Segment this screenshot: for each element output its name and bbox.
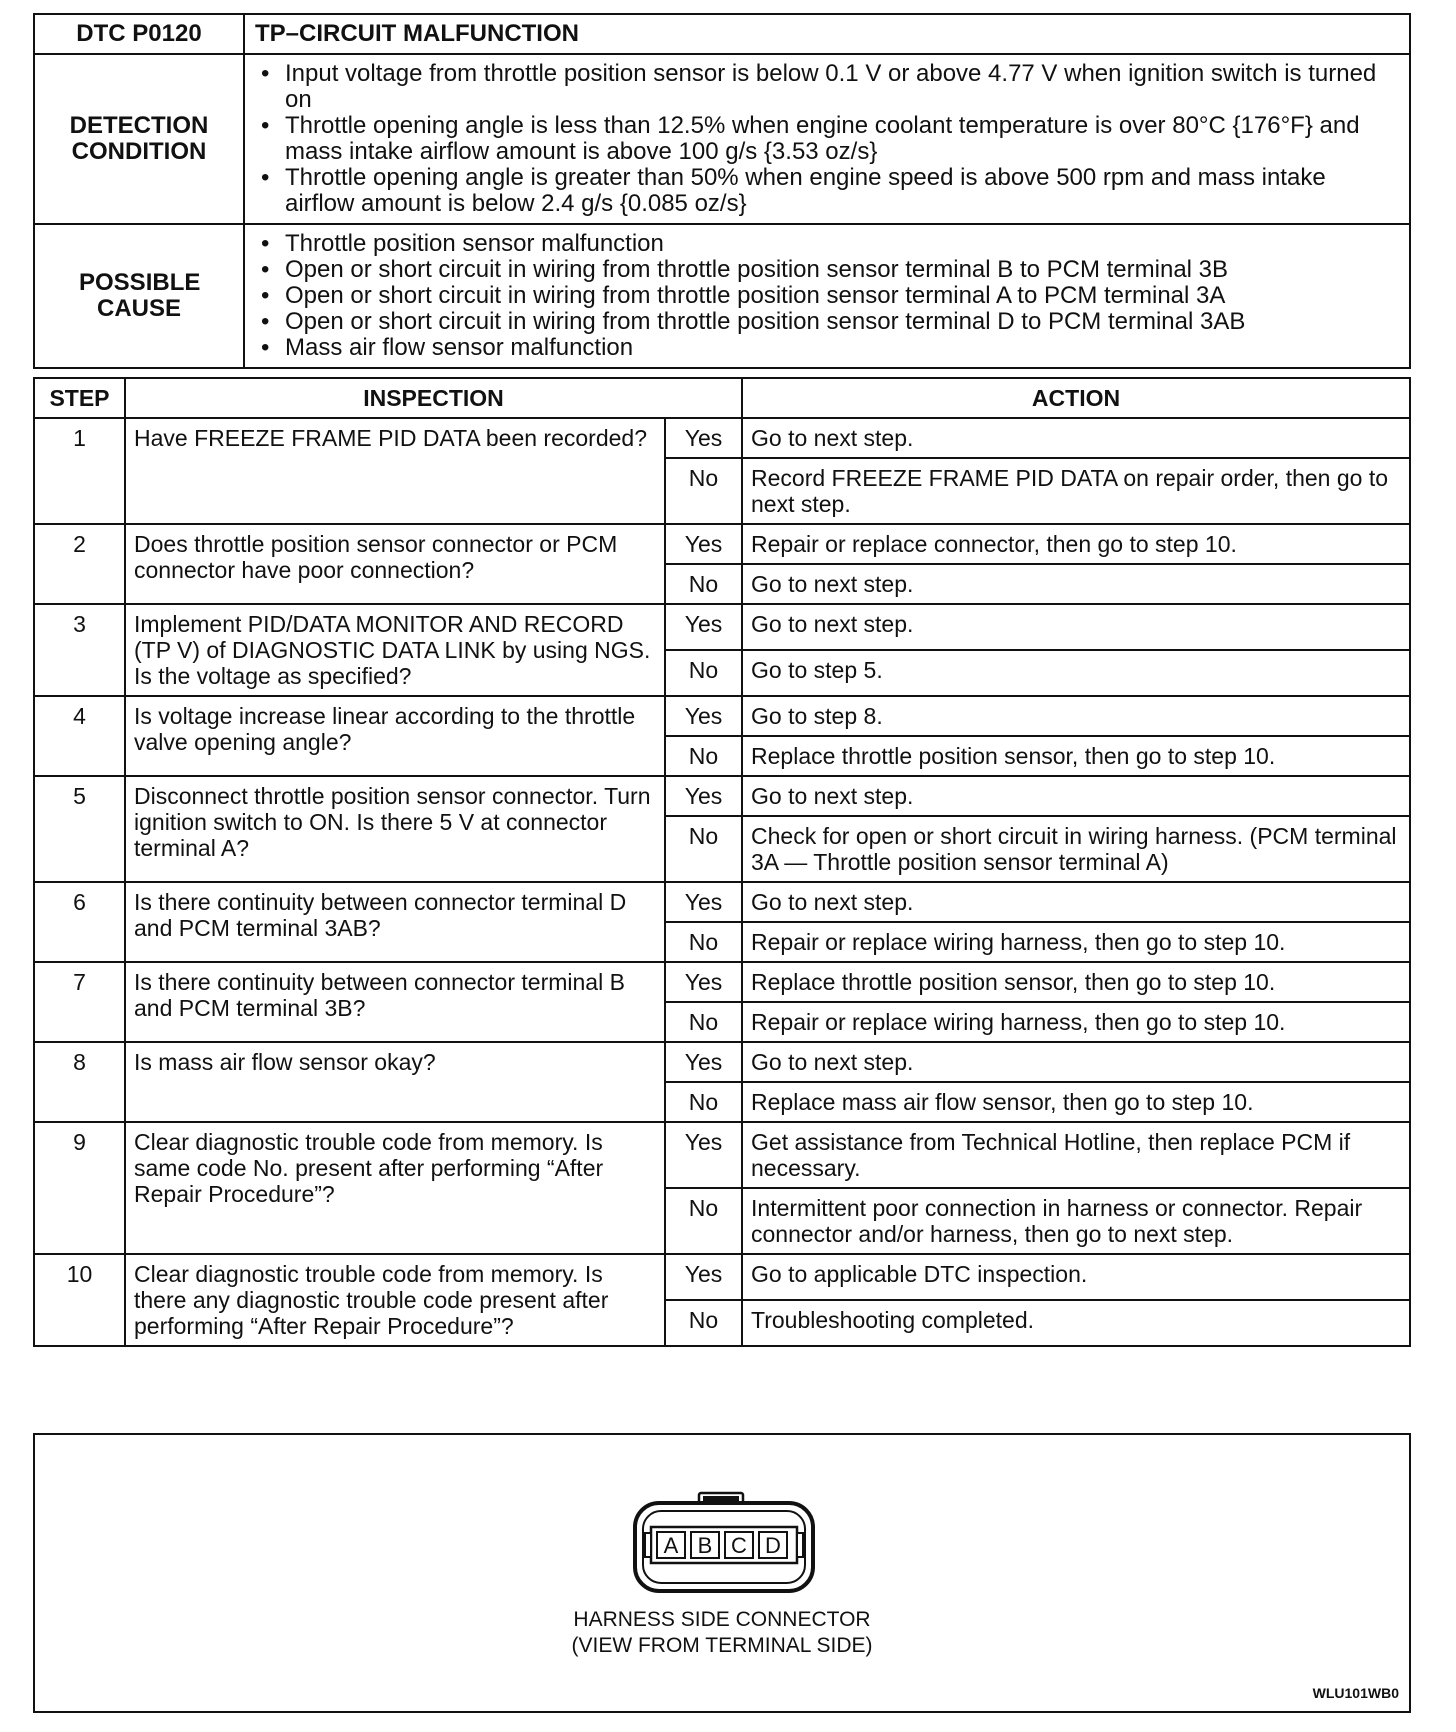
no-label: No — [665, 922, 742, 962]
step-number: 8 — [34, 1042, 125, 1122]
yes-action: Go to step 8. — [742, 696, 1410, 736]
step-row — [34, 776, 1410, 816]
step-header: STEP — [34, 378, 125, 418]
no-action: Repair or replace wiring harness, then go to step 10. — [742, 1002, 1410, 1042]
no-action: Replace throttle position sensor, then go to step 10. — [742, 736, 1410, 776]
step-number: 9 — [34, 1122, 125, 1254]
detection-item: • Input voltage from throttle position sensor is below 0.1 V or above 4.77 V when ignition switch is turned on — [255, 61, 1399, 113]
step-number: 10 — [34, 1254, 125, 1346]
figure-caption — [35, 1607, 1409, 1659]
inspection-header: INSPECTION — [125, 378, 742, 418]
step-row — [34, 882, 1410, 922]
detection-condition-label: DETECTION CONDITION — [34, 54, 244, 224]
possible-cause-list — [244, 224, 1410, 368]
step-number: 1 — [34, 418, 125, 524]
cause-item: • Throttle position sensor malfunction — [255, 231, 1399, 257]
no-action: Check for open or short circuit in wiring harness. (PCM terminal 3A — Throttle position sensor terminal A) — [742, 816, 1410, 882]
no-action: Record FREEZE FRAME PID DATA on repair order, then go to next step. — [742, 458, 1410, 524]
no-action: Repair or replace wiring harness, then go to step 10. — [742, 922, 1410, 962]
step-inspection: Implement PID/DATA MONITOR AND RECORD (TP V) of DIAGNOSTIC DATA LINK by using NGS. Is the voltage as specified? — [125, 604, 665, 696]
no-label: No — [665, 650, 742, 696]
connector-figure — [33, 1433, 1411, 1713]
yes-label: Yes — [665, 604, 742, 650]
step-inspection: Is mass air flow sensor okay? — [125, 1042, 665, 1122]
detection-item: • Throttle opening angle is less than 12.5% when engine coolant temperature is over 80°C {176°F} and mass intake airflow amount is above 100 g/s {3.53 oz/s} — [255, 113, 1399, 165]
terminal-d-label: D — [765, 1533, 781, 1558]
no-action: Go to next step. — [742, 564, 1410, 604]
yes-action: Go to next step. — [742, 776, 1410, 816]
step-number: 5 — [34, 776, 125, 882]
step-row — [34, 1254, 1410, 1300]
detection-condition-list — [244, 54, 1410, 224]
step-inspection: Is there continuity between connector terminal D and PCM terminal 3AB? — [125, 882, 665, 962]
no-label: No — [665, 1082, 742, 1122]
no-label: No — [665, 816, 742, 882]
step-row — [34, 962, 1410, 1002]
no-label: No — [665, 564, 742, 604]
step-number: 4 — [34, 696, 125, 776]
caption-line-2: (VIEW FROM TERMINAL SIDE) — [571, 1634, 873, 1657]
step-row — [34, 604, 1410, 650]
cause-item: • Open or short circuit in wiring from throttle position sensor terminal A to PCM terminal 3A — [255, 283, 1399, 309]
step-inspection: Clear diagnostic trouble code from memory. Is same code No. present after performing “After Repair Procedure”? — [125, 1122, 665, 1254]
step-inspection: Have FREEZE FRAME PID DATA been recorded? — [125, 418, 665, 524]
dtc-code: DTC P0120 — [34, 14, 244, 54]
step-inspection: Clear diagnostic trouble code from memory. Is there any diagnostic trouble code present after performing “After Repair Procedure”? — [125, 1254, 665, 1346]
yes-action: Go to next step. — [742, 604, 1410, 650]
step-inspection: Does throttle position sensor connector or PCM connector have poor connection? — [125, 524, 665, 604]
yes-action: Go to next step. — [742, 882, 1410, 922]
yes-action: Go to next step. — [742, 1042, 1410, 1082]
no-label: No — [665, 736, 742, 776]
step-row — [34, 1042, 1410, 1082]
yes-action: Go to next step. — [742, 418, 1410, 458]
yes-action: Replace throttle position sensor, then go to step 10. — [742, 962, 1410, 1002]
no-action: Intermittent poor connection in harness or connector. Repair connector and/or harness, then go to next step. — [742, 1188, 1410, 1254]
step-inspection: Is there continuity between connector terminal B and PCM terminal 3B? — [125, 962, 665, 1042]
step-number: 3 — [34, 604, 125, 696]
yes-action: Repair or replace connector, then go to step 10. — [742, 524, 1410, 564]
no-label: No — [665, 1002, 742, 1042]
cause-item: • Open or short circuit in wiring from throttle position sensor terminal B to PCM terminal 3B — [255, 257, 1399, 283]
no-label: No — [665, 458, 742, 524]
yes-label: Yes — [665, 418, 742, 458]
no-label: No — [665, 1188, 742, 1254]
no-action: Troubleshooting completed. — [742, 1300, 1410, 1346]
step-number: 7 — [34, 962, 125, 1042]
yes-label: Yes — [665, 524, 742, 564]
step-number: 2 — [34, 524, 125, 604]
yes-label: Yes — [665, 696, 742, 736]
terminal-b-label: B — [697, 1533, 713, 1558]
step-row — [34, 524, 1410, 564]
detection-item: • Throttle opening angle is greater than 50% when engine speed is above 500 rpm and mass intake airflow amount is below 2.4 g/s {0.085 oz/s} — [255, 165, 1399, 217]
step-inspection: Disconnect throttle position sensor connector. Turn ignition switch to ON. Is there 5 V at connector terminal A? — [125, 776, 665, 882]
step-row — [34, 696, 1410, 736]
dtc-header-table — [33, 13, 1411, 369]
yes-label: Yes — [665, 882, 742, 922]
yes-label: Yes — [665, 776, 742, 816]
step-row — [34, 418, 1410, 458]
no-label: No — [665, 1300, 742, 1346]
step-number: 6 — [34, 882, 125, 962]
step-inspection: Is voltage increase linear according to the throttle valve opening angle? — [125, 696, 665, 776]
no-action: Go to step 5. — [742, 650, 1410, 696]
dtc-title: TP–CIRCUIT MALFUNCTION — [244, 14, 1410, 54]
terminal-c-label: C — [731, 1533, 747, 1558]
steps-body — [34, 418, 1410, 1346]
yes-label: Yes — [665, 1042, 742, 1082]
yes-label: Yes — [665, 962, 742, 1002]
action-header: ACTION — [742, 378, 1410, 418]
figure-code: WLU101WB0 — [1312, 1685, 1399, 1701]
inspection-steps-table — [33, 377, 1411, 1347]
cause-item: • Mass air flow sensor malfunction — [255, 335, 1399, 361]
cause-item: • Open or short circuit in wiring from throttle position sensor terminal D to PCM terminal 3AB — [255, 309, 1399, 335]
harness-connector-diagram — [629, 1487, 819, 1599]
terminal-a-label: A — [663, 1533, 679, 1558]
step-row — [34, 1122, 1410, 1188]
yes-label: Yes — [665, 1254, 742, 1300]
no-action: Replace mass air flow sensor, then go to step 10. — [742, 1082, 1410, 1122]
yes-label: Yes — [665, 1122, 742, 1188]
possible-cause-label: POSSIBLE CAUSE — [34, 224, 244, 368]
caption-line-1: HARNESS SIDE CONNECTOR — [573, 1608, 871, 1631]
yes-action: Get assistance from Technical Hotline, then replace PCM if necessary. — [742, 1122, 1410, 1188]
yes-action: Go to applicable DTC inspection. — [742, 1254, 1410, 1300]
